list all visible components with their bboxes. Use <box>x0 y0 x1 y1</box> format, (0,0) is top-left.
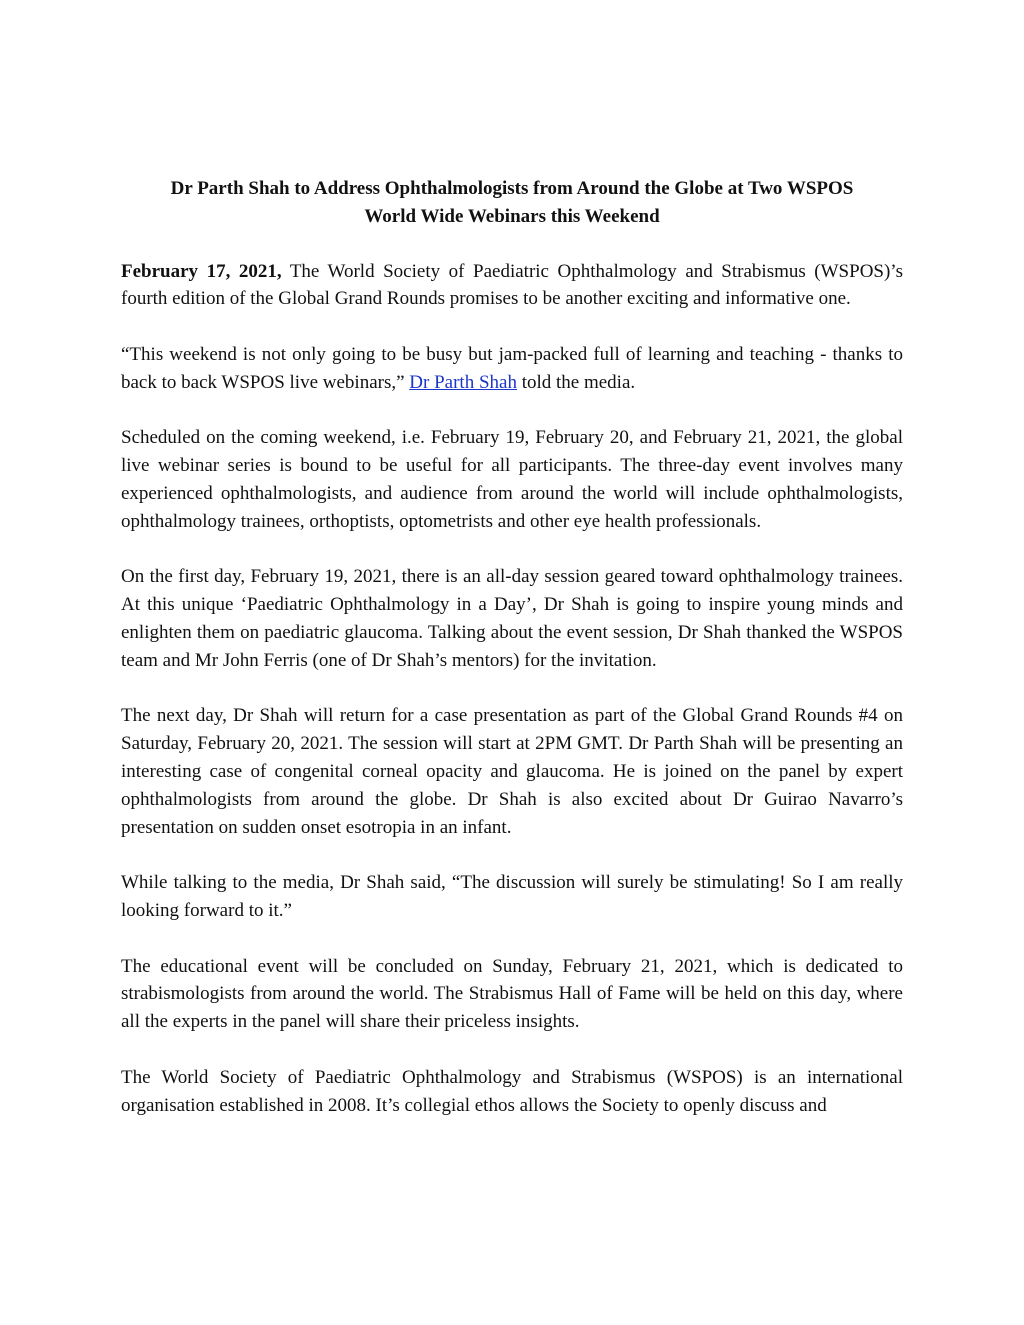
quote-text: “This weekend is not only going to be busy but jam-packed full of learning and teaching - thanks to back to back WSPOS live webinars,” <box>121 343 903 393</box>
document-page <box>121 175 903 1147</box>
quote-attribution: told the media. <box>516 371 636 393</box>
title-line-1: Dr Parth Shah to Address Ophthalmologists from Around the Globe at Two WSPOS <box>170 178 854 199</box>
paragraph-intro <box>121 258 903 314</box>
dateline: February 17, 2021, <box>121 260 282 282</box>
paragraph-about-wspos: The World Society of Paediatric Ophthalmology and Strabismus (WSPOS) is an international organisation established in 2008. It’s collegial ethos allows the Society to openly discuss and <box>121 1066 903 1116</box>
dr-parth-shah-link[interactable]: Dr Parth Shah <box>409 371 517 393</box>
paragraph-day-three: The educational event will be concluded on Sunday, February 21, 2021, which is dedicated to strabismologists from around the world. The Strabismus Hall of Fame will be held on this day, where all the experts in the panel will share their priceless insights. <box>121 955 903 1033</box>
page-title <box>121 175 903 231</box>
paragraph-day-one: On the first day, February 19, 2021, there is an all-day session geared toward ophthalmology trainees. At this unique ‘Paediatric Ophthalmology in a Day’, Dr Shah is going to inspire young minds and enlighten them on paediatric glaucoma. Talking about the event session, Dr Shah thanked the WSPOS team and Mr John Ferris (one of Dr Shah’s mentors) for the invitation. <box>121 566 903 671</box>
paragraph-media-quote: While talking to the media, Dr Shah said, “The discussion will surely be stimulating! So I am really looking forward to it.” <box>121 872 903 921</box>
title-line-2: World Wide Webinars this Weekend <box>364 205 660 227</box>
paragraph-schedule: Scheduled on the coming weekend, i.e. February 19, February 20, and February 21, 2021, the global live webinar series is bound to be useful for all participants. The three-day event involves many experienced ophthalmologists, and audience from around the world will include ophthalmologists, ophthalmology trainees, orthoptists, optometrists and other eye health professionals. <box>121 427 903 532</box>
paragraph-day-two: The next day, Dr Shah will return for a case presentation as part of the Global Grand Rounds #4 on Saturday, February 20, 2021. The session will start at 2PM GMT. Dr Parth Shah will be presenting an interesting case of congenital corneal opacity and glaucoma. He is joined on the panel by expert ophthalmologists from around the globe. Dr Shah is also excited about Dr Guirao Navarro’s presentation on sudden onset esotropia in an infant. <box>121 705 903 838</box>
paragraph-quote <box>121 341 903 397</box>
paragraph-intro-text: The World Society of Paediatric Ophthalmology and Strabismus (WSPOS)’s fourth edition of the Global Grand Rounds promises to be another exciting and informative one. <box>121 260 903 310</box>
